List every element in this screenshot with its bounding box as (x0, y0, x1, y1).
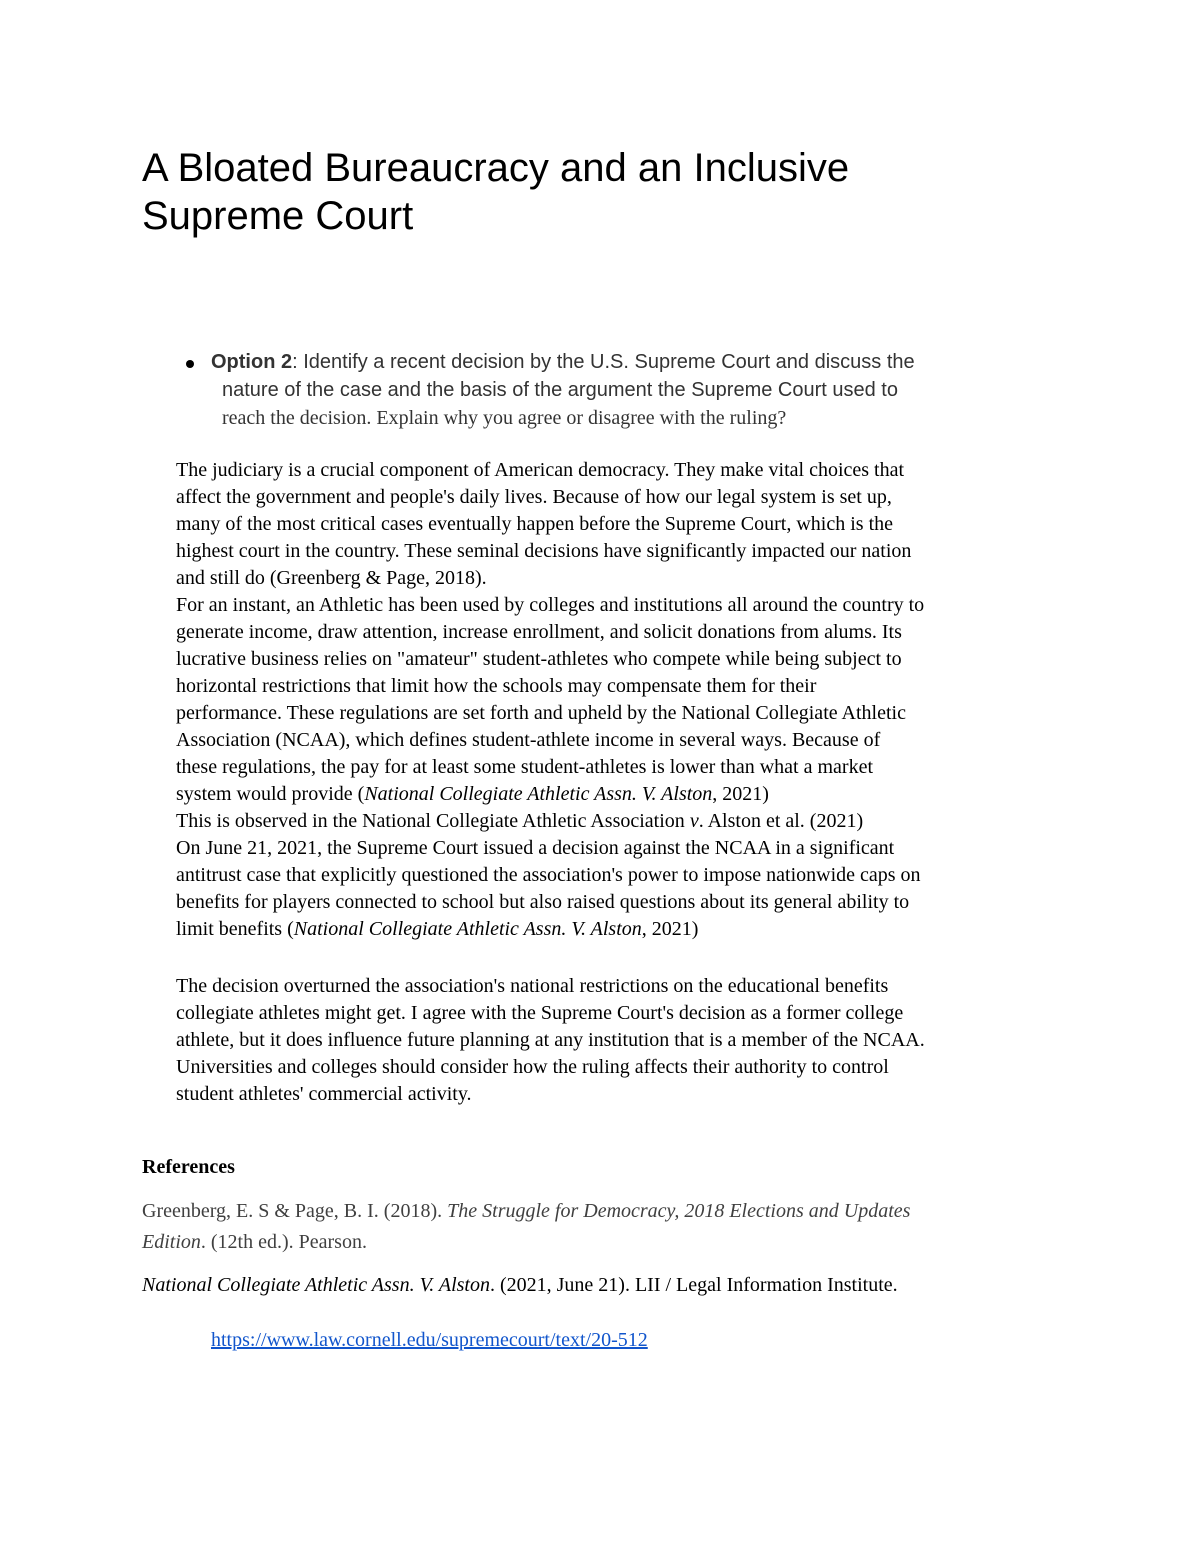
reference-alston (142, 1270, 1082, 1301)
document-title (142, 144, 1102, 240)
reference-authors: Greenberg, E. S & Page, B. I. (2018). (142, 1200, 448, 1222)
citation-suffix: , 2021) (712, 783, 769, 805)
essay-line-observed (176, 808, 1076, 835)
reference-case-name: National Collegiate Athletic Assn. V. Alston (142, 1274, 490, 1296)
prompt-label: Option 2 (211, 351, 293, 373)
observed-prefix: This is observed in the National Collegiate Athletic Association (176, 810, 690, 832)
essay-line: highest court in the country. These seminal decisions have significantly impacted our nation (176, 540, 912, 562)
citation-prefix: limit benefits ( (176, 918, 294, 940)
reference-url-link[interactable]: https://www.law.cornell.edu/supremecourt/text/20-512 (211, 1329, 648, 1351)
essay-line: The decision overturned the association's national restrictions on the educational benefits (176, 975, 889, 997)
reference-book-title: The Struggle for Democracy, 2018 Elections and Updates (447, 1200, 911, 1222)
essay-line: On June 21, 2021, the Supreme Court issued a decision against the NCAA in a significant (176, 837, 895, 859)
essay-line: these regulations, the pay for at least some student-athletes is lower than what a market (176, 756, 874, 778)
title-line-2: Supreme Court (142, 194, 414, 238)
title-line-1: A Bloated Bureaucracy and an Inclusive (142, 146, 850, 190)
prompt-line-2: nature of the case and the basis of the argument the Supreme Court used to (222, 379, 898, 401)
case-name: National Collegiate Athletic Assn. V. Alston (293, 918, 642, 940)
essay-line: antitrust case that explicitly questioned the association's power to impose nationwide caps on (176, 864, 921, 886)
bullet-icon (186, 360, 194, 368)
essay-line: athlete, but it does influence future planning at any institution that is a member of the NCAA. (176, 1029, 925, 1051)
reference-line (142, 1270, 1082, 1301)
essay-line: lucrative business relies on "amateur" student-athletes who compete while being subject to (176, 648, 902, 670)
essay-line: affect the government and people's daily lives. Because of how our legal system is set up, (176, 486, 892, 508)
essay-line: Association (NCAA), which defines student-athlete income in several ways. Because of (176, 729, 881, 751)
citation-prefix: system would provide ( (176, 783, 365, 805)
essay-line: student athletes' commercial activity. (176, 1083, 472, 1105)
prompt-line-1 (211, 348, 915, 376)
reference-source: . (2021, June 21). LII / Legal Information Institute. (489, 1274, 898, 1296)
reference-line (142, 1196, 1082, 1227)
essay-line: The judiciary is a crucial component of American democracy. They make vital choices that (176, 459, 905, 481)
essay-line-citation (176, 781, 1076, 808)
essay-line: For an instant, an Athletic has been used by colleges and institutions all around the country to (176, 594, 925, 616)
reference-line (142, 1227, 1082, 1258)
reference-book-title-end: Edition (142, 1231, 201, 1253)
essay-line-citation (176, 916, 1076, 943)
essay-body (176, 457, 1076, 943)
citation-suffix: , 2021) (641, 918, 699, 940)
references-heading: References (142, 1156, 235, 1178)
essay-line: performance. These regulations are set forth and upheld by the National Collegiate Athletic (176, 702, 906, 724)
case-name: National Collegiate Athletic Assn. V. Alston (364, 783, 713, 805)
observed-suffix: . Alston et al. (2021) (698, 810, 864, 832)
essay-line: collegiate athletes might get. I agree with the Supreme Court's decision as a former college (176, 1002, 904, 1024)
essay-line: many of the most critical cases eventually happen before the Supreme Court, which is the (176, 513, 894, 535)
prompt-line-1-text: : Identify a recent decision by the U.S. Supreme Court and discuss the (292, 351, 915, 373)
essay-line: Universities and colleges should consider how the ruling affects their authority to control (176, 1056, 889, 1078)
reference-publisher: . (12th ed.). Pearson. (200, 1231, 367, 1253)
prompt-line-3: reach the decision. Explain why you agree or disagree with the ruling? (222, 407, 787, 429)
essay-line: and still do (Greenberg & Page, 2018). (176, 567, 487, 589)
essay-line: horizontal restrictions that limit how the schools may compensate them for their (176, 675, 817, 697)
essay-line: benefits for players connected to school but also raised questions about its general ability to (176, 891, 910, 913)
essay-line: generate income, draw attention, increase enrollment, and solicit donations from alums. Its (176, 621, 902, 643)
essay-conclusion (176, 973, 1076, 1108)
reference-greenberg (142, 1196, 1082, 1258)
versus: v (689, 810, 699, 832)
